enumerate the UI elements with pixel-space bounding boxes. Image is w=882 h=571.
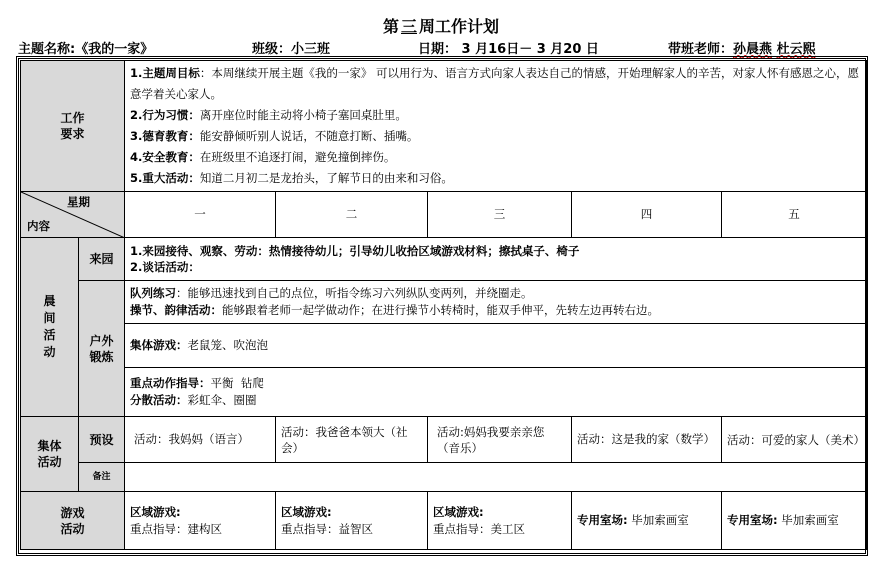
weekday-header-row	[21, 192, 867, 238]
requirement-item: 2.行为习惯：离开座位时能主动将小椅子塞回桌肚里。	[130, 108, 407, 122]
page-title: 第 三 周工作计划	[382, 17, 500, 36]
preset-label: 预设	[79, 417, 125, 463]
preset-activity-row	[21, 417, 867, 463]
weekday-wednesday: 三	[428, 192, 572, 238]
drill-content: 队列练习：能够迅速找到自己的点位，听指令练习六列纵队变两列，并绕圈走。 操节、韵律活动：能够跟着老师一起学做动作；在进行操节小转椅时，能双手伸平，先转左边再转右边。	[125, 281, 867, 324]
notes-content	[125, 463, 867, 492]
weekday-tuesday: 二	[276, 192, 428, 238]
notes-row	[21, 463, 867, 492]
teacher-name: 杜云熙	[776, 42, 816, 57]
content-axis-label: 内容	[27, 219, 50, 233]
preset-activity-thursday: 活动：这是我的家（数学）	[572, 417, 722, 463]
group-game-row	[21, 324, 867, 368]
work-requirements-label: 工作 要求	[21, 61, 125, 192]
arrival-row	[21, 238, 867, 281]
arrival-content: 1.来园接待、观察、劳动：热情接待幼儿；引导幼儿收拾区域游戏材料；擦拭桌子、椅子 2.谈话活动：	[125, 238, 867, 281]
morning-activities-label: 晨 间 活 动	[21, 238, 79, 417]
weekday-thursday: 四	[572, 192, 722, 238]
requirement-item: 5.重大活动：知道二月初二是龙抬头，了解节日的由来和习俗。	[130, 171, 453, 185]
game-cell-tuesday: 区域游戏: 重点指导：益智区	[276, 492, 428, 550]
date-range: 日期： 3 月16日－ 3 月20 日	[418, 42, 599, 57]
weekday-friday: 五	[722, 192, 867, 238]
weekday-monday: 一	[125, 192, 276, 238]
diagonal-header-cell	[21, 192, 125, 238]
group-activity-label: 集体 活动	[21, 417, 79, 492]
preset-activity-wednesday: 活动:妈妈我要亲亲您（音乐）	[428, 417, 572, 463]
game-cell-friday: 专用室场: 毕加索画室	[722, 492, 867, 550]
work-requirements-content	[125, 61, 867, 192]
theme-name: 主题名称:《我的一家》	[18, 42, 154, 57]
teacher-name: 孙晨燕	[733, 42, 773, 57]
weekday-axis-label: 星期	[67, 195, 91, 209]
class-name: 班级：小三班	[252, 42, 331, 57]
outdoor-exercise-label: 户外 锻炼	[79, 281, 125, 417]
game-activities-row	[21, 492, 867, 550]
game-activities-label: 游戏 活动	[21, 492, 125, 550]
notes-label: 备注	[79, 463, 125, 492]
requirement-item: 3.德育教育：能安静倾听别人说话，不随意打断、插嘴。	[130, 129, 419, 143]
plan-meta	[18, 38, 868, 56]
outdoor-drill-row	[21, 281, 867, 324]
requirement-item: 1.主题周目标：本周继续开展主题《我的一家》 可以用行为、语言方式向家人表达自己的情感，开始理解家人的辛苦，对家人怀有感恩之心，愿意学着关心家人。	[130, 66, 860, 101]
game-cell-wednesday: 区域游戏: 重点指导：美工区	[428, 492, 572, 550]
group-game-content: 集体游戏：老鼠笼、吹泡泡	[125, 324, 867, 368]
game-cell-monday: 区域游戏: 重点指导：建构区	[125, 492, 276, 550]
weekly-plan-table	[20, 60, 867, 550]
game-cell-thursday: 专用室场: 毕加索画室	[572, 492, 722, 550]
key-action-content: 重点动作指导：平衡 钻爬 分散活动：彩虹伞、圈圈	[125, 368, 867, 417]
preset-activity-monday: 活动：我妈妈（语言）	[125, 417, 276, 463]
work-requirements-row	[21, 61, 867, 192]
teachers: 带班老师：孙晨燕 杜云熙	[668, 42, 816, 57]
week-number: 三	[400, 17, 417, 36]
key-action-row	[21, 368, 867, 417]
arrival-label: 来园	[79, 238, 125, 281]
preset-activity-tuesday: 活动：我爸爸本领大（社会）	[276, 417, 428, 463]
requirement-item: 4.安全教育：在班级里不追逐打闹，避免撞倒摔伤。	[130, 150, 396, 164]
preset-activity-friday: 活动：可爱的家人（美术）	[722, 417, 867, 463]
